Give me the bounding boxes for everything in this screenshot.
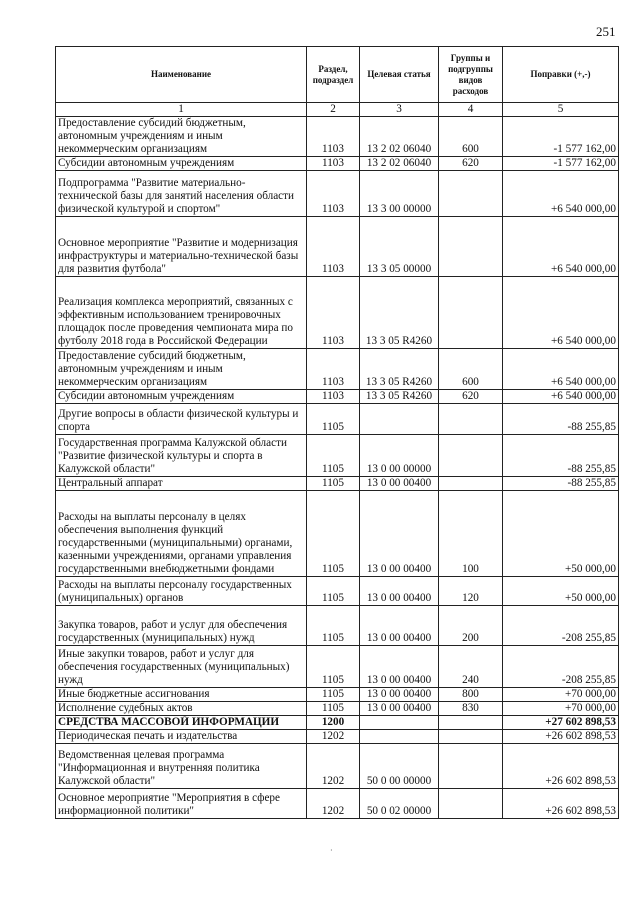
row-amount: -1 577 162,00	[503, 117, 619, 157]
row-name: Предоставление субсидий бюджетным, автономным учреждениям и иным некоммерческим организациям	[56, 349, 307, 390]
row-expense-group: 100	[439, 491, 503, 577]
row-section: 1105	[307, 606, 360, 646]
row-target-article: 13 2 02 06040	[360, 117, 439, 157]
row-name: Предоставление субсидий бюджетным, автономным учреждениям и иным некоммерческим организациям	[56, 117, 307, 157]
row-target-article: 13 3 05 R4260	[360, 349, 439, 390]
row-section: 1200	[307, 716, 360, 730]
row-target-article	[360, 716, 439, 730]
row-name: Субсидии автономным учреждениям	[56, 157, 307, 171]
table-row	[56, 404, 619, 435]
row-amount: +50 000,00	[503, 577, 619, 606]
page-number: 251	[596, 24, 616, 39]
row-name: Реализация комплекса мероприятий, связанных с эффективным использованием тренировочных площадок после проведения чемпионата мира по футболу 2018 года в Российской Федерации	[56, 277, 307, 349]
row-target-article: 13 3 05 00000	[360, 217, 439, 277]
row-target-article	[360, 730, 439, 744]
row-target-article: 13 0 00 00400	[360, 646, 439, 688]
row-name: Другие вопросы в области физической культуры и спорта	[56, 404, 307, 435]
row-amount: -1 577 162,00	[503, 157, 619, 171]
table-row	[56, 789, 619, 819]
row-section: 1105	[307, 688, 360, 702]
row-section: 1105	[307, 491, 360, 577]
row-name: Исполнение судебных актов	[56, 702, 307, 716]
row-name: Основное мероприятие "Мероприятия в сфере информационной политики"	[56, 789, 307, 819]
table-row	[56, 491, 619, 577]
header-amendments: Поправки (+,-)	[503, 47, 619, 103]
header-expense-groups: Группы и подгруппы видов расходов	[439, 47, 503, 103]
table-row	[56, 606, 619, 646]
row-target-article: 13 0 00 00400	[360, 577, 439, 606]
row-section: 1105	[307, 404, 360, 435]
row-amount: -88 255,85	[503, 404, 619, 435]
row-target-article	[360, 404, 439, 435]
column-number: 4	[439, 103, 503, 117]
header-section: Раздел, подраздел	[307, 47, 360, 103]
row-expense-group: 620	[439, 157, 503, 171]
row-name: СРЕДСТВА МАССОВОЙ ИНФОРМАЦИИ	[56, 716, 307, 730]
table-row	[56, 117, 619, 157]
row-target-article: 13 3 05 R4260	[360, 390, 439, 404]
table-row	[56, 171, 619, 217]
row-expense-group	[439, 171, 503, 217]
row-name: Расходы на выплаты персоналу в целях обеспечения выполнения функций государственными (муниципальными) органами, казенными учреждениями, органами управления государственными внебюджетными фондами	[56, 491, 307, 577]
row-amount: +70 000,00	[503, 702, 619, 716]
row-amount: +70 000,00	[503, 688, 619, 702]
column-number: 1	[56, 103, 307, 117]
table-row	[56, 744, 619, 789]
table-row	[56, 477, 619, 491]
row-section: 1105	[307, 477, 360, 491]
row-target-article: 13 0 00 00400	[360, 491, 439, 577]
row-expense-group: 600	[439, 349, 503, 390]
table-row	[56, 688, 619, 702]
table-row	[56, 577, 619, 606]
row-amount: -88 255,85	[503, 435, 619, 477]
row-section: 1103	[307, 217, 360, 277]
row-amount: +6 540 000,00	[503, 390, 619, 404]
row-target-article: 13 0 00 00000	[360, 435, 439, 477]
header-target-article: Целевая статья	[360, 47, 439, 103]
row-amount: -208 255,85	[503, 646, 619, 688]
row-expense-group: 620	[439, 390, 503, 404]
row-name: Основное мероприятие "Развитие и модернизация инфраструктуры и материально-технической базы для развития футбола"	[56, 217, 307, 277]
table-row	[56, 702, 619, 716]
row-expense-group	[439, 477, 503, 491]
table-row	[56, 349, 619, 390]
row-amount: +26 602 898,53	[503, 744, 619, 789]
row-expense-group: 830	[439, 702, 503, 716]
row-expense-group: 600	[439, 117, 503, 157]
row-target-article: 50 0 00 00000	[360, 744, 439, 789]
row-expense-group	[439, 435, 503, 477]
scan-dot-mark: ·	[330, 846, 333, 855]
row-target-article: 13 0 00 00400	[360, 688, 439, 702]
table-row	[56, 277, 619, 349]
row-amount: +27 602 898,53	[503, 716, 619, 730]
row-section: 1103	[307, 277, 360, 349]
row-amount: +26 602 898,53	[503, 789, 619, 819]
row-section: 1103	[307, 117, 360, 157]
row-amount: +50 000,00	[503, 491, 619, 577]
row-expense-group: 240	[439, 646, 503, 688]
row-target-article: 13 0 00 00400	[360, 702, 439, 716]
column-number: 3	[360, 103, 439, 117]
row-target-article: 13 3 05 R4260	[360, 277, 439, 349]
row-target-article: 13 0 00 00400	[360, 606, 439, 646]
row-target-article: 50 0 02 00000	[360, 789, 439, 819]
row-amount: +6 540 000,00	[503, 349, 619, 390]
row-target-article: 13 0 00 00400	[360, 477, 439, 491]
row-name: Субсидии автономным учреждениям	[56, 390, 307, 404]
row-name: Подпрограмма "Развитие материально-технической базы для занятий населения области физической культурой и спортом"	[56, 171, 307, 217]
row-section: 1103	[307, 157, 360, 171]
table-header-row	[56, 47, 619, 103]
row-amount: -208 255,85	[503, 606, 619, 646]
row-expense-group	[439, 277, 503, 349]
row-name: Государственная программа Калужской области "Развитие физической культуры и спорта в Калужской области"	[56, 435, 307, 477]
row-target-article: 13 2 02 06040	[360, 157, 439, 171]
row-name: Закупка товаров, работ и услуг для обеспечения государственных (муниципальных) нужд	[56, 606, 307, 646]
table-row	[56, 435, 619, 477]
row-section: 1202	[307, 789, 360, 819]
table-row	[56, 716, 619, 730]
row-expense-group	[439, 716, 503, 730]
budget-amendments-table	[55, 46, 619, 819]
row-section: 1105	[307, 435, 360, 477]
row-name: Периодическая печать и издательства	[56, 730, 307, 744]
row-section: 1105	[307, 577, 360, 606]
row-name: Иные бюджетные ассигнования	[56, 688, 307, 702]
row-expense-group	[439, 789, 503, 819]
row-section: 1103	[307, 349, 360, 390]
row-section: 1202	[307, 744, 360, 789]
row-expense-group: 800	[439, 688, 503, 702]
row-section: 1103	[307, 390, 360, 404]
row-amount: +6 540 000,00	[503, 277, 619, 349]
row-amount: +6 540 000,00	[503, 217, 619, 277]
row-expense-group: 120	[439, 577, 503, 606]
row-section: 1202	[307, 730, 360, 744]
row-expense-group: 200	[439, 606, 503, 646]
header-name: Наименование	[56, 47, 307, 103]
row-amount: +6 540 000,00	[503, 171, 619, 217]
table-row	[56, 730, 619, 744]
row-expense-group	[439, 404, 503, 435]
row-expense-group	[439, 217, 503, 277]
row-section: 1103	[307, 171, 360, 217]
row-amount: -88 255,85	[503, 477, 619, 491]
row-expense-group	[439, 730, 503, 744]
row-amount: +26 602 898,53	[503, 730, 619, 744]
table-row	[56, 217, 619, 277]
row-section: 1105	[307, 646, 360, 688]
column-number-row	[56, 103, 619, 117]
table-row	[56, 646, 619, 688]
column-number: 5	[503, 103, 619, 117]
table-row	[56, 157, 619, 171]
table-row	[56, 390, 619, 404]
row-name: Ведомственная целевая программа "Информационная и внутренняя политика Калужской области"	[56, 744, 307, 789]
column-number: 2	[307, 103, 360, 117]
row-expense-group	[439, 744, 503, 789]
row-name: Расходы на выплаты персоналу государственных (муниципальных) органов	[56, 577, 307, 606]
row-target-article: 13 3 00 00000	[360, 171, 439, 217]
row-name: Иные закупки товаров, работ и услуг для обеспечения государственных (муниципальных) нужд	[56, 646, 307, 688]
row-section: 1105	[307, 702, 360, 716]
row-name: Центральный аппарат	[56, 477, 307, 491]
